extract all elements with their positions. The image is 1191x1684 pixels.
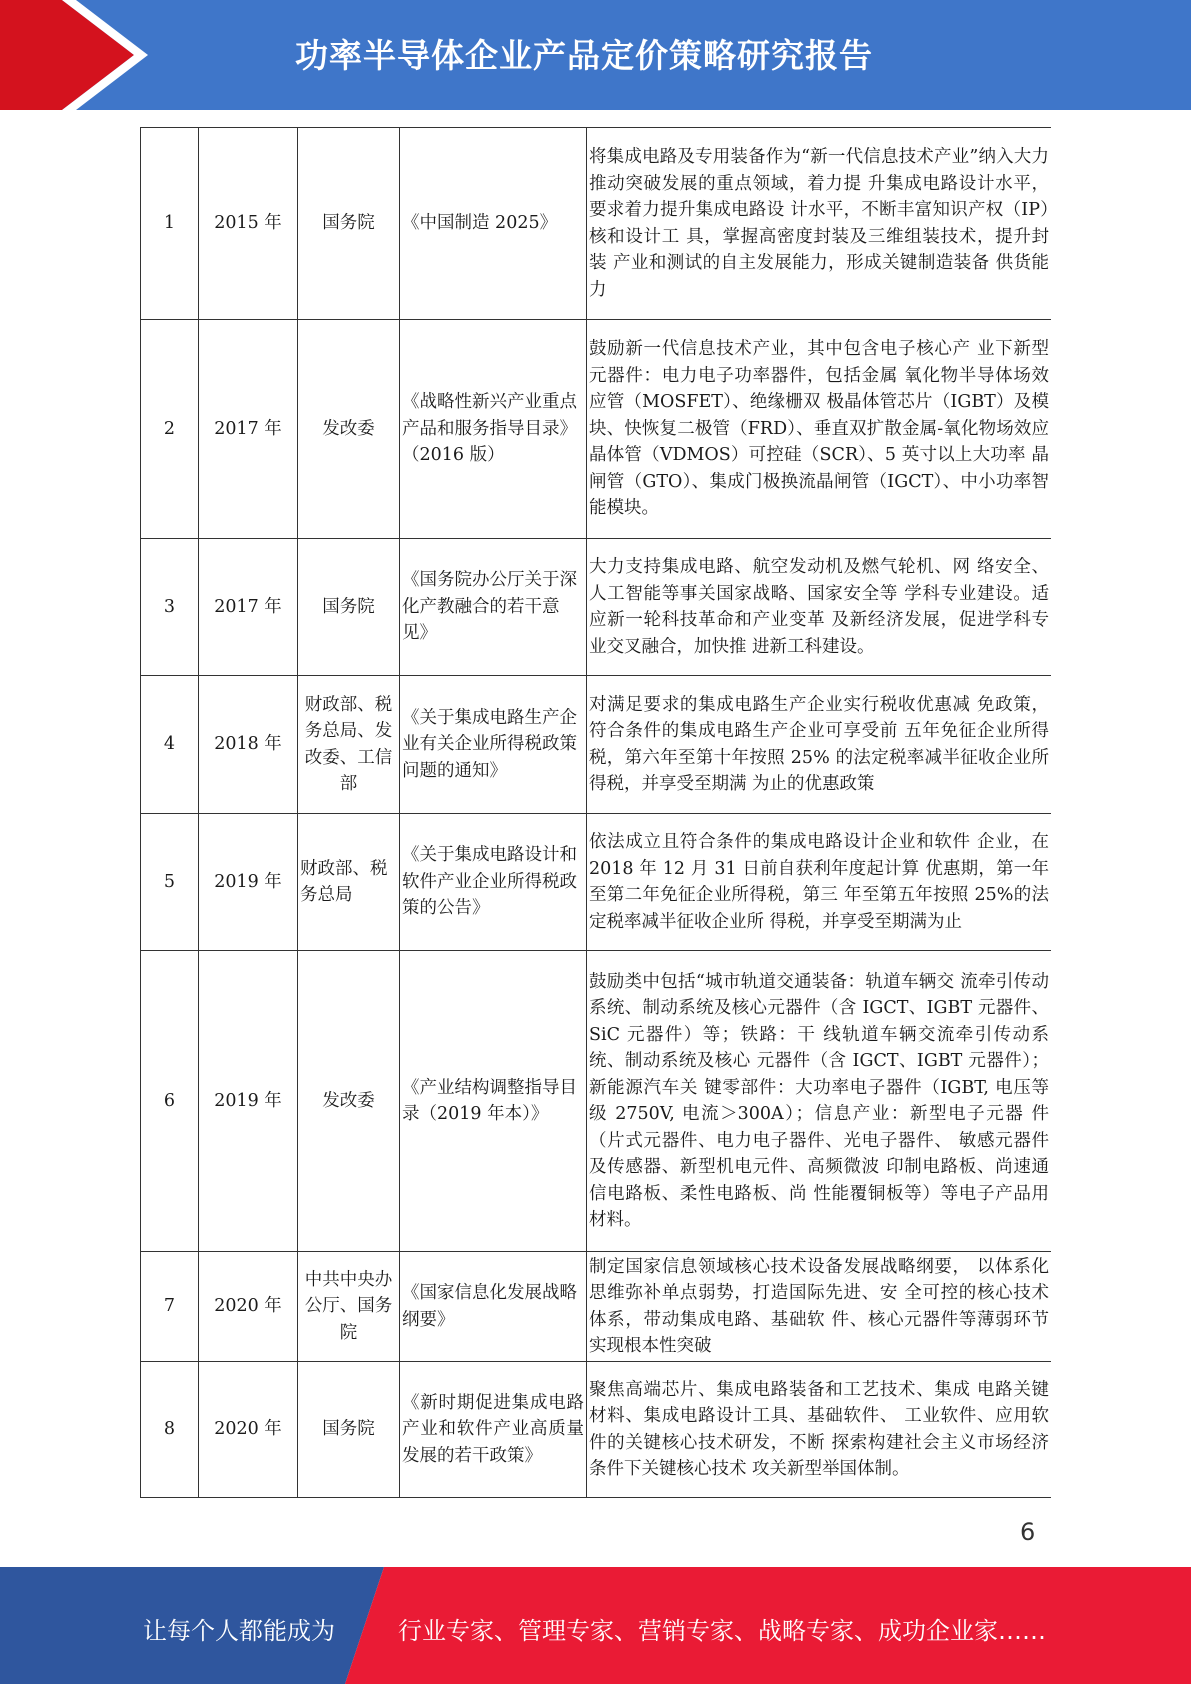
row-year: 2017 年	[199, 539, 298, 676]
row-department: 国务院	[298, 1362, 400, 1498]
row-policy-name: 《战略性新兴产业重点产品和服务指导目录》（2016 版）	[400, 320, 587, 539]
table-row	[141, 1252, 1052, 1362]
table-row	[141, 951, 1052, 1252]
header-red-arrow-decoration	[0, 0, 150, 110]
row-policy-name: 《产业结构调整指导目录（2019 年本）》	[400, 951, 587, 1252]
row-year: 2020 年	[199, 1362, 298, 1498]
row-number: 3	[141, 539, 199, 676]
footer-slogan-left: 让每个人都能成为	[143, 1617, 335, 1645]
table-row	[141, 539, 1052, 676]
table-row	[141, 676, 1052, 814]
row-policy-name: 《中国制造 2025》	[400, 128, 587, 320]
row-number: 2	[141, 320, 199, 539]
row-policy-name: 《关于集成电路生产企业有关企业所得税政策问题的通知》	[400, 676, 587, 814]
row-policy-content: 大力支持集成电路、航空发动机及燃气轮机、网 络安全、人工智能等事关国家战略、国家安全等 学科专业建设。适应新一轮科技革命和产业变革 及新经济发展，促进学科专业交叉融合，加快推 进新工科建设。	[587, 539, 1052, 676]
policy-table	[140, 127, 1051, 1498]
table-row	[141, 814, 1052, 951]
report-title: 功率半导体企业产品定价策略研究报告	[295, 36, 873, 75]
row-policy-content: 将集成电路及专用装备作为“新一代信息技术产业”纳入大力推动突破发展的重点领域，着力提 升集成电路设计水平，要求着力提升集成电路设 计水平，不断丰富知识产权（IP）核和设计工 具，掌握高密度封装及三维组装技术，提升封装 产业和测试的自主发展能力，形成关键制造装备 供货能力	[587, 128, 1052, 320]
row-year: 2015 年	[199, 128, 298, 320]
table-row	[141, 1362, 1052, 1498]
row-policy-content: 依法成立且符合条件的集成电路设计企业和软件 企业，在 2018 年 12 月 31 日前自获利年度起计算 优惠期，第一年至第二年免征企业所得税，第三 年至第五年按照 25%的法定税率减半征收企业所 得税，并享受至期满为止	[587, 814, 1052, 951]
row-department: 中共中央办公厅、国务院	[298, 1252, 400, 1362]
row-policy-content: 鼓励新一代信息技术产业，其中包含电子核心产 业下新型元器件：电力电子功率器件，包括金属 氧化物半导体场效应管（MOSFET）、绝缘栅双 极晶体管芯片（IGBT）及模块、快恢复二极管（FRD）、垂直双扩散金属-氧化物场效应晶体管（VDMOS）可控硅（SCR）、5 英寸以上大功率 晶闸管（GTO）、集成门极换流晶闸管（IGCT）、中小功率智能模块。	[587, 320, 1052, 539]
row-number: 4	[141, 676, 199, 814]
footer-slogan-right: 行业专家、管理专家、营销专家、战略专家、成功企业家……	[398, 1617, 1046, 1645]
table-row	[141, 320, 1052, 539]
row-policy-name: 《国务院办公厅关于深化产教融合的若干意见》	[400, 539, 587, 676]
table-row	[141, 128, 1052, 320]
row-number: 5	[141, 814, 199, 951]
row-year: 2019 年	[199, 814, 298, 951]
row-department: 发改委	[298, 320, 400, 539]
row-department: 财政部、税务总局	[298, 814, 400, 951]
row-policy-content: 聚焦高端芯片、集成电路装备和工艺技术、集成 电路关键材料、集成电路设计工具、基础软件、 工业软件、应用软件的关键核心技术研发，不断 探索构建社会主义市场经济条件下关键核心技术 攻关新型举国体制。	[587, 1362, 1052, 1498]
row-policy-content: 鼓励类中包括“城市轨道交通装备：轨道车辆交 流牵引传动系统、制动系统及核心元器件（含 IGCT、IGBT 元器件、SiC 元器件）等；铁路：干 线轨道车辆交流牵引传动系统、制动系统及核心 元器件（含 IGCT、IGBT 元器件）；新能源汽车关 键零部件：大功率电子器件（IGBT, 电压等级 2750V, 电流＞300A）；信息产业：新型电子元器 件（片式元器件、电力电子器件、光电子器件、 敏感元器件及传感器、新型机电元件、高频微波 印制电路板、尚速通信电路板、柔性电路板、尚 性能覆铜板等）等电子产品用材料。	[587, 951, 1052, 1252]
page-header	[0, 0, 1191, 110]
row-year: 2020 年	[199, 1252, 298, 1362]
row-policy-name: 《关于集成电路设计和软件产业企业所得税政策的公告》	[400, 814, 587, 951]
policy-table-container	[140, 127, 1051, 1498]
row-year: 2017 年	[199, 320, 298, 539]
row-number: 7	[141, 1252, 199, 1362]
row-year: 2019 年	[199, 951, 298, 1252]
row-department: 财政部、税务总局、发改委、工信部	[298, 676, 400, 814]
row-policy-content: 对满足要求的集成电路生产企业实行税收优惠减 免政策，符合条件的集成电路生产企业可享受前 五年免征企业所得税，第六年至第十年按照 25% 的法定税率减半征收企业所得税，并享受至期满 为止的优惠政策	[587, 676, 1052, 814]
row-department: 国务院	[298, 128, 400, 320]
row-year: 2018 年	[199, 676, 298, 814]
page-number: 6	[1020, 1518, 1036, 1546]
row-number: 1	[141, 128, 199, 320]
row-number: 8	[141, 1362, 199, 1498]
row-number: 6	[141, 951, 199, 1252]
row-department: 国务院	[298, 539, 400, 676]
row-policy-name: 《新时期促进集成电路产业和软件产业高质量发展的若干政策》	[400, 1362, 587, 1498]
row-department: 发改委	[298, 951, 400, 1252]
row-policy-content: 制定国家信息领域核心技术设备发展战略纲要， 以体系化思维弥补单点弱势，打造国际先进、安 全可控的核心技术体系，带动集成电路、基础软 件、核心元器件等薄弱环节实现根本性突破	[587, 1252, 1052, 1362]
row-policy-name: 《国家信息化发展战略纲要》	[400, 1252, 587, 1362]
